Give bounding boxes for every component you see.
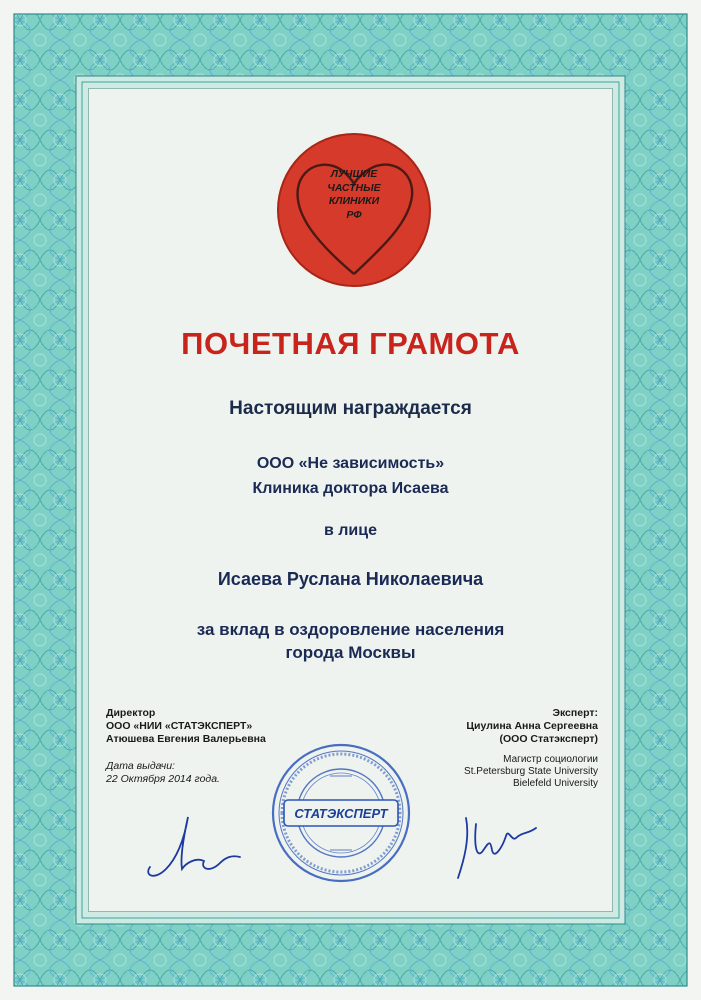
logo-line-1: ЛУЧШИЕ xyxy=(330,168,378,180)
logo-line-2: ЧАСТНЫЕ xyxy=(327,181,381,194)
expert-university-2: Bielefeld University xyxy=(512,778,598,789)
recipient-name: Исаева Руслана Николаевича xyxy=(217,569,484,589)
director-role: Директор xyxy=(106,707,156,719)
stamp-center-label: СТАТЭКСПЕРТ xyxy=(294,806,388,821)
reason-line-2: города Москвы xyxy=(285,643,416,662)
issue-date-block xyxy=(106,760,220,786)
date-label: Дата выдачи: xyxy=(106,760,175,772)
expert-block xyxy=(466,707,598,746)
logo-text xyxy=(276,168,432,222)
organization-name: ООО «Не зависимость» xyxy=(256,455,445,472)
logo-line-3: КЛИНИКИ xyxy=(328,195,380,207)
director-block xyxy=(106,707,266,746)
reason-line-1: за вклад в оздоровление населения xyxy=(196,620,505,639)
expert-company: (ООО Статэксперт) xyxy=(499,733,598,745)
expert-university-1: St.Petersburg State University xyxy=(464,766,598,777)
clinic-name: Клиника доктора Исаева xyxy=(252,480,449,497)
director-company: ООО «НИИ «СТАТЭКСПЕРТ» xyxy=(106,720,253,732)
expert-name: Циулина Анна Сергеевна xyxy=(466,720,598,732)
logo-line-4: РФ xyxy=(346,208,362,221)
expert-degree: Магистр социологии xyxy=(503,754,598,765)
awarded-line: Настоящим награждается xyxy=(229,398,472,419)
expert-signature xyxy=(446,798,546,888)
expert-credentials xyxy=(464,754,598,790)
director-signature xyxy=(140,805,250,885)
expert-role: Эксперт: xyxy=(552,707,598,719)
date-value: 22 Октября 2014 года. xyxy=(106,773,220,785)
in-person-line: в лице xyxy=(323,522,377,539)
director-name: Атюшева Евгения Валерьевна xyxy=(106,733,266,745)
certificate-title: ПОЧЕТНАЯ ГРАМОТА xyxy=(181,326,520,361)
